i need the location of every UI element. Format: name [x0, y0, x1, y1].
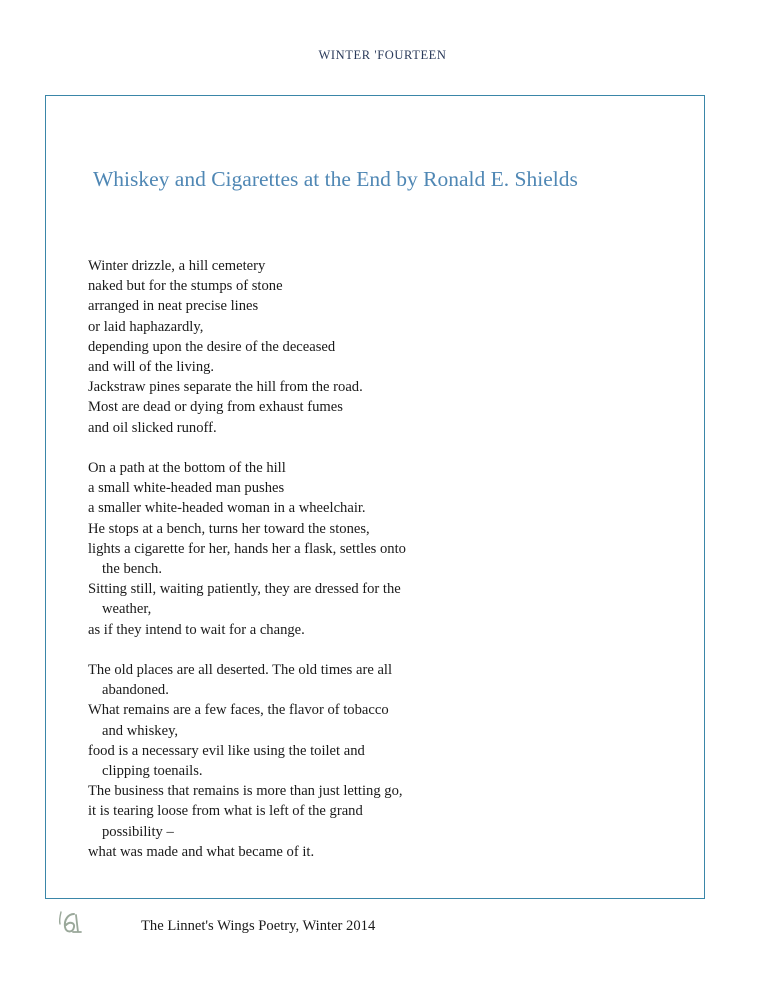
- stanza: [88, 660, 408, 862]
- poem-line: lights a cigarette for her, hands her a flask, settles onto the bench.: [88, 540, 406, 578]
- poem-line: Sitting still, waiting patiently, they are dressed for the weather,: [88, 581, 401, 618]
- page-number-mark: [54, 908, 84, 938]
- running-head: WINTER 'FOURTEEN: [318, 48, 447, 62]
- poem-body: [88, 256, 408, 882]
- poem-line: The business that remains is more than just letting go,: [88, 783, 403, 800]
- poem-line: it is tearing loose from what is left of the grand possibility –: [88, 803, 363, 840]
- poem-line: a small white-headed man pushes: [88, 480, 285, 497]
- poem-line: as if they intend to wait for a change.: [88, 621, 305, 638]
- poem-line: What remains are a few faces, the flavor of tobacco and whiskey,: [88, 702, 389, 739]
- poem-line: He stops at a bench, turns her toward the stones,: [88, 520, 370, 537]
- poem-line: depending upon the desire of the deceased: [88, 338, 336, 355]
- poem-title: Whiskey and Cigarettes at the End by Ronald E. Shields: [93, 167, 578, 191]
- poem-line: and will of the living.: [88, 359, 215, 376]
- poem-line: or laid haphazardly,: [88, 318, 204, 335]
- poem-line: Most are dead or dying from exhaust fumes: [88, 399, 343, 416]
- stanza: [88, 256, 408, 438]
- poem-line: food is a necessary evil like using the toilet and clipping toenails.: [88, 742, 365, 780]
- poem-line: a smaller white-headed woman in a wheelchair.: [88, 500, 366, 517]
- poem-line: On a path at the bottom of the hill: [88, 460, 286, 477]
- poem-line: Winter drizzle, a hill cemetery: [88, 258, 266, 274]
- footer-publication: The Linnet's Wings Poetry, Winter 2014: [141, 918, 376, 934]
- poem-line: The old places are all deserted. The old times are all abandoned.: [88, 662, 393, 699]
- poem-line: what was made and what became of it.: [88, 843, 315, 860]
- poem-line: and oil slicked runoff.: [88, 419, 217, 436]
- poem-line: naked but for the stumps of stone: [88, 278, 283, 295]
- poem-line: arranged in neat precise lines: [88, 298, 259, 315]
- poem-line: Jackstraw pines separate the hill from the road.: [88, 379, 363, 396]
- stanza: [88, 458, 408, 640]
